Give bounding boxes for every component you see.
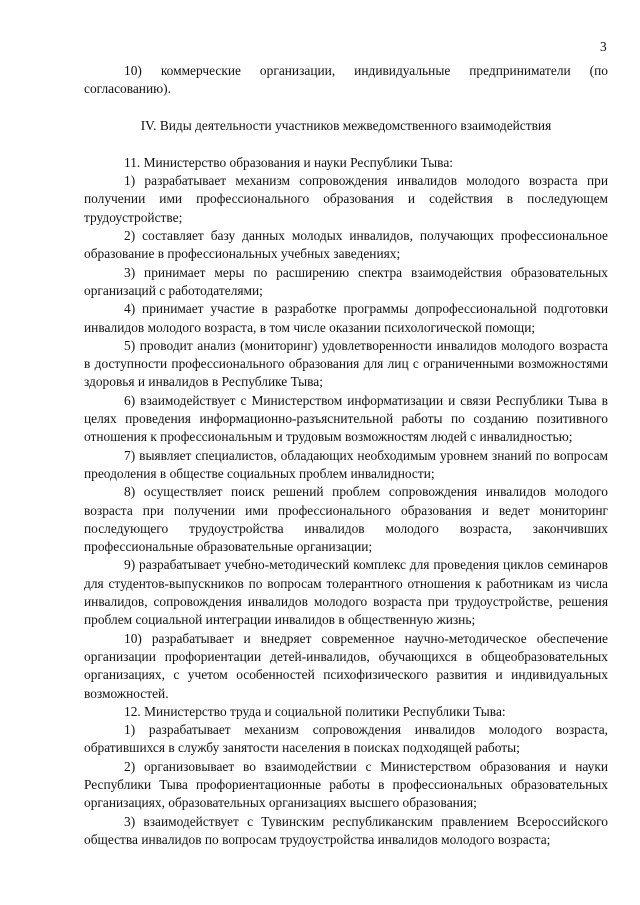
- ministry-education-title: 11. Министерство образования и науки Республики Тыва:: [124, 154, 453, 170]
- ministry-labor-title: 12. Министерство труда и социальной политики Республики Тыва:: [124, 703, 506, 719]
- section-heading: IV. Виды деятельности участников межведомственного взаимодействия: [140, 117, 552, 133]
- list-item: 1) разрабатывает механизм сопровождения инвалидов молодого возраста, обратившихся в службу занятости населения в поисках подходящей работы;: [84, 722, 608, 756]
- list-item: 5) проводит анализ (мониторинг) удовлетворенности инвалидов молодого возраста в доступности профессионального образования для лиц с ограниченными возможностями здоровья и инвалидов в Республике Тыва;: [84, 337, 608, 390]
- list-item: 6) взаимодействует с Министерством информатизации и связи Республики Тыва в целях проведения информационно-разъяснительной работы по созданию позитивного отношения к профессиональным и трудовым возможностям людей с инвалидностью;: [84, 392, 608, 445]
- document-body: [84, 62, 608, 849]
- list-item: 2) составляет базу данных молодых инвалидов, получающих профессиональное образование в профессиональных учебных заведениях;: [84, 228, 608, 262]
- list-item: 3) взаимодействует с Тувинским республиканским правлением Всероссийского общества инвалидов по вопросам трудоустройства инвалидов молодого возраста;: [84, 813, 608, 847]
- intro-item: 10) коммерческие организации, индивидуальные предприниматели (по согласованию).: [84, 63, 608, 97]
- list-item: 9) разрабатывает учебно-методический комплекс для проведения циклов семинаров для студентов-выпускников по вопросам толерантного отношения к работникам из числа инвалидов, сопровождения инвалидов молодого возраста при трудоустройстве, решения проблем социальной интеграции инвалидов в общественную жизнь;: [84, 557, 608, 628]
- list-item: 3) принимает меры по расширению спектра взаимодействия образовательных организаций с работодателями;: [84, 264, 608, 298]
- list-item: 10) разрабатывает и внедряет современное научно-методическое обеспечение организации профориентации детей-инвалидов, обучающихся в общеобразовательных организациях, с учетом особенностей психофизического развития и индивидуальных возможностей.: [84, 630, 608, 701]
- list-item: 7) выявляет специалистов, обладающих необходимым уровнем знаний по вопросам преодоления в обществе социальных проблем инвалидности;: [84, 447, 608, 481]
- page-number: 3: [600, 39, 607, 54]
- list-item: 1) разрабатывает механизм сопровождения инвалидов молодого возраста при получении ими профессионального образования и содействия в последующем трудоустройстве;: [84, 173, 608, 225]
- ministry-education-section: [84, 154, 608, 703]
- list-item: 8) осуществляет поиск решений проблем сопровождения инвалидов молодого возраста при получении ими профессионального образования и ведет мониторинг последующего трудоустройства инвалидов молодого возраста, закончивших профессиональные образовательные организации;: [84, 484, 608, 555]
- list-item: 4) принимает участие в разработке программы допрофессиональной подготовки инвалидов молодого возраста, в том числе оказании психологической помощи;: [84, 301, 608, 335]
- ministry-labor-section: [84, 703, 608, 849]
- list-item: 2) организовывает во взаимодействии с Министерством образования и науки Республики Тыва профориентационные работы в профессиональных образовательных организациях, образовательных организациях высшего образования;: [84, 758, 608, 811]
